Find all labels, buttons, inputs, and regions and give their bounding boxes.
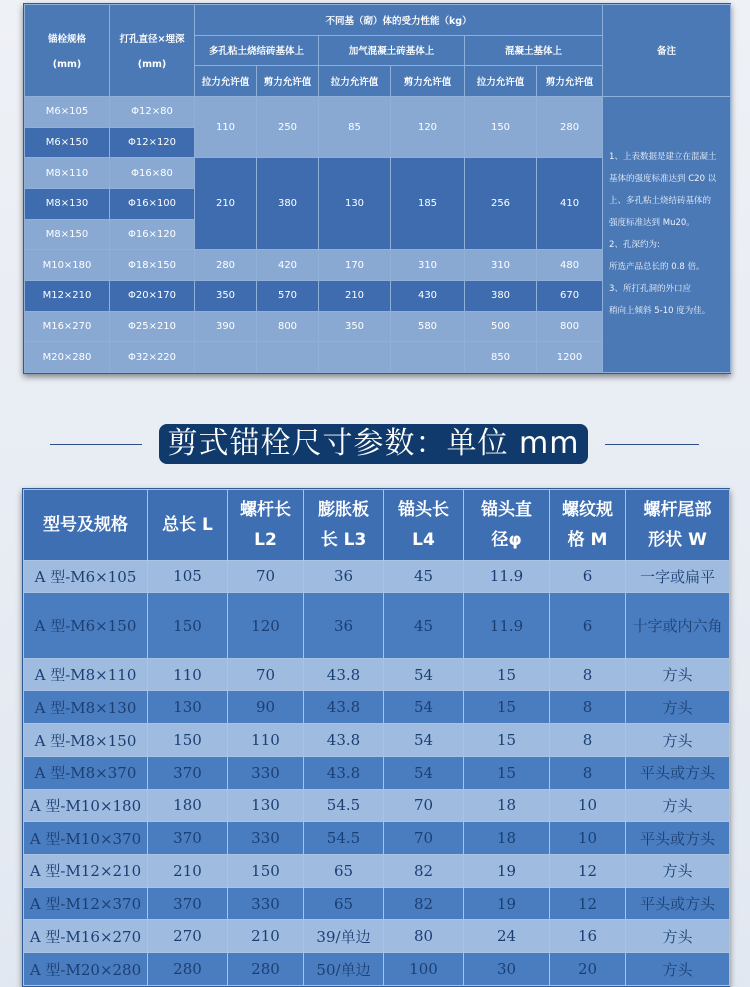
spec-cell: M6×150 xyxy=(25,127,110,158)
head-diameter-cell: 24 xyxy=(464,920,550,953)
model-cell: A 型-M8×370 xyxy=(24,756,148,789)
head-length-cell: 54 xyxy=(384,658,464,691)
head-diameter-cell: 30 xyxy=(464,953,550,986)
header-tension: 拉力允许值 xyxy=(465,66,537,97)
rod-length-cell: 210 xyxy=(228,920,304,953)
head-length-cell: 80 xyxy=(384,920,464,953)
section-title: 剪式锚栓尺寸参数：单位 mm xyxy=(159,424,588,464)
tail-shape-cell: 方头 xyxy=(626,920,730,953)
value-cell: 670 xyxy=(537,280,603,311)
tail-shape-cell: 方头 xyxy=(626,789,730,822)
tail-shape-cell: 平头或方头 xyxy=(626,822,730,855)
hole-cell: Φ12×120 xyxy=(110,127,195,158)
header-tension: 拉力允许值 xyxy=(195,66,257,97)
rod-length-cell: 130 xyxy=(228,789,304,822)
head-diameter-cell: 19 xyxy=(464,855,550,888)
header-head-diameter: 锚头直 径φ xyxy=(464,490,550,561)
header-total-length: 总长 L xyxy=(148,490,228,561)
plate-length-cell: 43.8 xyxy=(304,658,384,691)
table-row xyxy=(24,593,730,658)
value-cell: 480 xyxy=(537,250,603,281)
total-length-cell: 280 xyxy=(148,953,228,986)
tail-shape-cell: 方头 xyxy=(626,658,730,691)
plate-length-cell: 43.8 xyxy=(304,756,384,789)
model-cell: A 型-M8×110 xyxy=(24,658,148,691)
model-cell: A 型-M20×280 xyxy=(24,953,148,986)
total-length-cell: 150 xyxy=(148,593,228,658)
rod-length-cell: 280 xyxy=(228,953,304,986)
total-length-cell: 210 xyxy=(148,855,228,888)
note-line: 上、多孔粘土烧结砖基体的 xyxy=(609,196,712,207)
thread-spec-cell: 10 xyxy=(550,822,626,855)
tail-shape-cell: 平头或方头 xyxy=(626,887,730,920)
plate-length-cell: 65 xyxy=(304,855,384,888)
value-cell: 130 xyxy=(319,158,391,250)
hole-cell: Φ20×170 xyxy=(110,280,195,311)
tail-shape-cell: 方头 xyxy=(626,691,730,724)
total-length-cell: 110 xyxy=(148,658,228,691)
total-length-cell: 370 xyxy=(148,822,228,855)
header-spec: 锚栓规格 (mm) xyxy=(25,5,110,97)
model-cell: A 型-M12×210 xyxy=(24,855,148,888)
head-length-cell: 82 xyxy=(384,887,464,920)
thread-spec-cell: 16 xyxy=(550,920,626,953)
spec-cell: M8×110 xyxy=(25,158,110,189)
plate-length-cell: 36 xyxy=(304,560,384,593)
head-diameter-cell: 15 xyxy=(464,724,550,757)
value-cell: 850 xyxy=(465,342,537,373)
spec-cell: M16×270 xyxy=(25,311,110,342)
value-cell: 800 xyxy=(257,311,319,342)
value-cell: 170 xyxy=(319,250,391,281)
note-line: 强度标准达到 Mu20。 xyxy=(609,218,695,229)
thread-spec-cell: 8 xyxy=(550,756,626,789)
rod-length-cell: 70 xyxy=(228,658,304,691)
thread-spec-cell: 12 xyxy=(550,855,626,888)
value-cell: 380 xyxy=(257,158,319,250)
rod-length-cell: 90 xyxy=(228,691,304,724)
model-cell: A 型-M10×180 xyxy=(24,789,148,822)
model-cell: A 型-M16×270 xyxy=(24,920,148,953)
table-row xyxy=(24,887,730,920)
thread-spec-cell: 8 xyxy=(550,658,626,691)
total-length-cell: 130 xyxy=(148,691,228,724)
table-row xyxy=(24,658,730,691)
header-rod-length: 螺杆长 L2 xyxy=(228,490,304,561)
head-length-cell: 54 xyxy=(384,756,464,789)
table-row xyxy=(24,756,730,789)
tail-shape-cell: 方头 xyxy=(626,855,730,888)
header-brick: 多孔粘土烧结砖基体上 xyxy=(195,35,319,66)
model-cell: A 型-M8×130 xyxy=(24,691,148,724)
table-row xyxy=(24,560,730,593)
note-line: 2、孔深约为: xyxy=(609,240,660,251)
value-cell: 390 xyxy=(195,311,257,342)
hole-cell: Φ16×100 xyxy=(110,188,195,219)
header-shear: 剪力允许值 xyxy=(257,66,319,97)
value-cell: 250 xyxy=(257,96,319,157)
tail-shape-cell: 方头 xyxy=(626,953,730,986)
divider-line-left xyxy=(50,444,142,445)
total-length-cell: 370 xyxy=(148,756,228,789)
rod-length-cell: 150 xyxy=(228,855,304,888)
plate-length-cell: 65 xyxy=(304,887,384,920)
divider-line-right xyxy=(605,444,699,445)
plate-length-cell: 43.8 xyxy=(304,724,384,757)
header-plate-length: 膨胀板 长 L3 xyxy=(304,490,384,561)
value-cell: 570 xyxy=(257,280,319,311)
value-cell: 210 xyxy=(319,280,391,311)
table-row xyxy=(24,691,730,724)
head-length-cell: 70 xyxy=(384,822,464,855)
hole-cell: Φ12×80 xyxy=(110,96,195,127)
note-line: 1、上表数据是建立在混凝土 xyxy=(609,152,717,163)
value-cell: 85 xyxy=(319,96,391,157)
header-head-length: 锚头长 L4 xyxy=(384,490,464,561)
notes-cell xyxy=(603,96,731,372)
value-cell: 185 xyxy=(391,158,465,250)
value-cell xyxy=(257,342,319,373)
hole-cell: Φ16×80 xyxy=(110,158,195,189)
plate-length-cell: 43.8 xyxy=(304,691,384,724)
value-cell: 256 xyxy=(465,158,537,250)
thread-spec-cell: 8 xyxy=(550,691,626,724)
value-cell: 350 xyxy=(195,280,257,311)
value-cell xyxy=(391,342,465,373)
head-diameter-cell: 19 xyxy=(464,887,550,920)
model-cell: A 型-M8×150 xyxy=(24,724,148,757)
total-length-cell: 150 xyxy=(148,724,228,757)
head-length-cell: 54 xyxy=(384,724,464,757)
dimension-table xyxy=(22,488,730,987)
total-length-cell: 180 xyxy=(148,789,228,822)
thread-spec-cell: 12 xyxy=(550,887,626,920)
plate-length-cell: 36 xyxy=(304,593,384,658)
model-cell: A 型-M6×150 xyxy=(24,593,148,658)
table-row xyxy=(24,920,730,953)
header-tail-shape: 螺杆尾部 形状 W xyxy=(626,490,730,561)
header-shear: 剪力允许值 xyxy=(391,66,465,97)
value-cell: 280 xyxy=(195,250,257,281)
note-line: 稍向上倾斜 5-10 度为佳。 xyxy=(609,306,711,317)
rod-length-cell: 330 xyxy=(228,887,304,920)
model-cell: A 型-M12×370 xyxy=(24,887,148,920)
value-cell: 280 xyxy=(537,96,603,157)
thread-spec-cell: 6 xyxy=(550,560,626,593)
header-concrete: 混凝土基体上 xyxy=(465,35,603,66)
table-row xyxy=(24,953,730,986)
value-cell: 150 xyxy=(465,96,537,157)
tail-shape-cell: 一字或扁平 xyxy=(626,560,730,593)
model-cell: A 型-M6×105 xyxy=(24,560,148,593)
rod-length-cell: 110 xyxy=(228,724,304,757)
tail-shape-cell: 十字或内六角 xyxy=(626,593,730,658)
header-aerated: 加气混凝土砖基体上 xyxy=(319,35,465,66)
spec-cell: M12×210 xyxy=(25,280,110,311)
value-cell: 420 xyxy=(257,250,319,281)
plate-length-cell: 50/单边 xyxy=(304,953,384,986)
value-cell: 500 xyxy=(465,311,537,342)
value-cell: 350 xyxy=(319,311,391,342)
header-model: 型号及规格 xyxy=(24,490,148,561)
head-length-cell: 54 xyxy=(384,691,464,724)
table-row xyxy=(24,822,730,855)
value-cell: 580 xyxy=(391,311,465,342)
value-cell: 430 xyxy=(391,280,465,311)
head-length-cell: 82 xyxy=(384,855,464,888)
head-length-cell: 45 xyxy=(384,593,464,658)
value-cell: 210 xyxy=(195,158,257,250)
value-cell: 1200 xyxy=(537,342,603,373)
head-length-cell: 45 xyxy=(384,560,464,593)
spec-cell: M8×130 xyxy=(25,188,110,219)
total-length-cell: 105 xyxy=(148,560,228,593)
tail-shape-cell: 平头或方头 xyxy=(626,756,730,789)
value-cell: 410 xyxy=(537,158,603,250)
spec-cell: M8×150 xyxy=(25,219,110,250)
head-length-cell: 70 xyxy=(384,789,464,822)
plate-length-cell: 54.5 xyxy=(304,822,384,855)
total-length-cell: 370 xyxy=(148,887,228,920)
value-cell: 310 xyxy=(391,250,465,281)
note-line: 基体的强度标准达到 C20 以 xyxy=(609,174,717,185)
head-diameter-cell: 18 xyxy=(464,822,550,855)
head-length-cell: 100 xyxy=(384,953,464,986)
thread-spec-cell: 20 xyxy=(550,953,626,986)
note-line: 所选产品总长的 0.8 倍。 xyxy=(609,262,705,273)
table-row xyxy=(24,789,730,822)
tail-shape-cell: 方头 xyxy=(626,724,730,757)
value-cell xyxy=(319,342,391,373)
hole-cell: Φ16×120 xyxy=(110,219,195,250)
thread-spec-cell: 10 xyxy=(550,789,626,822)
plate-length-cell: 54.5 xyxy=(304,789,384,822)
rod-length-cell: 330 xyxy=(228,756,304,789)
header-shear: 剪力允许值 xyxy=(537,66,603,97)
header-group-title: 不同基（砌）体的受力性能（kg） xyxy=(195,5,603,36)
model-cell: A 型-M10×370 xyxy=(24,822,148,855)
value-cell: 120 xyxy=(391,96,465,157)
value-cell: 310 xyxy=(465,250,537,281)
rod-length-cell: 120 xyxy=(228,593,304,658)
value-cell: 800 xyxy=(537,311,603,342)
hole-cell: Φ25×210 xyxy=(110,311,195,342)
head-diameter-cell: 18 xyxy=(464,789,550,822)
spec-cell: M10×180 xyxy=(25,250,110,281)
head-diameter-cell: 15 xyxy=(464,658,550,691)
table-row xyxy=(24,724,730,757)
head-diameter-cell: 15 xyxy=(464,691,550,724)
spec-cell: M20×280 xyxy=(25,342,110,373)
rod-length-cell: 70 xyxy=(228,560,304,593)
value-cell: 110 xyxy=(195,96,257,157)
head-diameter-cell: 11.9 xyxy=(464,560,550,593)
table-row xyxy=(24,855,730,888)
hole-cell: Φ32×220 xyxy=(110,342,195,373)
thread-spec-cell: 6 xyxy=(550,593,626,658)
total-length-cell: 270 xyxy=(148,920,228,953)
header-hole: 打孔直径×埋深 (mm) xyxy=(110,5,195,97)
header-tension: 拉力允许值 xyxy=(319,66,391,97)
note-line: 3、所打孔洞的外口应 xyxy=(609,284,691,295)
value-cell xyxy=(195,342,257,373)
head-diameter-cell: 15 xyxy=(464,756,550,789)
header-thread-spec: 螺纹规 格 M xyxy=(550,490,626,561)
load-performance-table xyxy=(23,3,731,374)
thread-spec-cell: 8 xyxy=(550,724,626,757)
rod-length-cell: 330 xyxy=(228,822,304,855)
plate-length-cell: 39/单边 xyxy=(304,920,384,953)
value-cell: 380 xyxy=(465,280,537,311)
head-diameter-cell: 11.9 xyxy=(464,593,550,658)
spec-cell: M6×105 xyxy=(25,96,110,127)
header-notes: 备注 xyxy=(603,5,731,97)
hole-cell: Φ18×150 xyxy=(110,250,195,281)
